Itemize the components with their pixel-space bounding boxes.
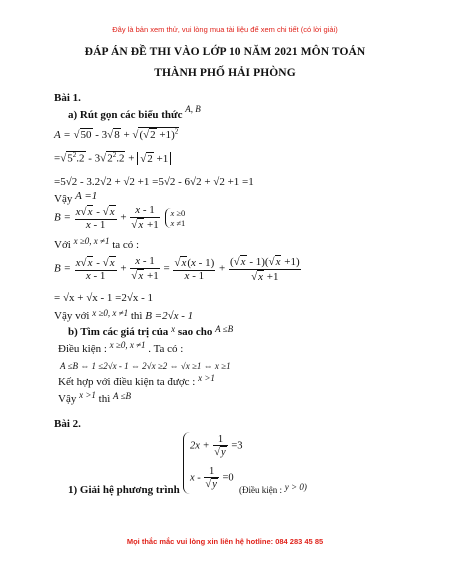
- bai2-part1: 1) Giải hệ phương trình: [68, 484, 180, 496]
- part-b-line: b) Tìm các giá trị của $^x$ sao cho $^{A \le B}$: [68, 324, 234, 338]
- doc-title-line2: THÀNH PHỐ HẢI PHÒNG: [154, 67, 296, 79]
- equation-2: x - $\frac{1}{√y}$ =0: [190, 466, 234, 491]
- line-dieu-kien: Điều kiện : $^{x \ge 0, x \ne 1}$ . Ta có :: [58, 340, 184, 355]
- A-label: A =: [54, 129, 71, 141]
- line-vay-voi: Vậy với $^{x \ge 0, x \ne 1}$ thì B =2√x - 1: [54, 308, 194, 322]
- bai2-heading: Bài 2.: [54, 418, 81, 430]
- line-A1: $A = √50 - 3√8 + √(√2 +1)^2$: [54, 127, 179, 141]
- line-A3: =5√2 - 3.2√2 + √2 +1 =5√2 - 6√2 + √2 +1 =1: [54, 176, 254, 188]
- bai1-heading: Bài 1.: [54, 92, 81, 104]
- doc-title-line1: ĐÁP ÁN ĐỀ THI VÀO LỚP 10 NĂM 2021 MÔN TOÁN: [84, 46, 366, 58]
- part-a-label: a) Rút gọn các biểu thức: [68, 109, 183, 121]
- equation-1: 2x + $\frac{1}{√y}$ =3: [190, 434, 243, 459]
- equation-system: [183, 432, 243, 494]
- part-a-line: [68, 104, 201, 121]
- line-B-calc: B = $\frac{x√x - √x}{x - 1}$ + $\frac{x - 1}{√x +1}$ = $\frac{√x(x - 1)}{x - 1}$ + $\frac{(√x - 1)(√x +1)}{√x +1}$: [54, 255, 300, 283]
- line-voi: Với $^{x \ge 0, x \ne 1}$ ta có :: [54, 236, 140, 251]
- part-a-vars: A, B: [185, 104, 201, 114]
- preview-notice: Đây là bản xem thử, vui lòng mua tài liệu để xem chi tiết (có lời giải): [112, 25, 338, 34]
- line-vay2: Vậy $^{x >1}$ thì $^{A \le B}$: [58, 390, 132, 405]
- footer-hotline: Mọi thắc mắc vui lòng xin liên hệ hotline: 084 283 45 85: [126, 537, 324, 546]
- line-ket-hop: Kết hợp với điều kiện ta được : $^{x >1}$: [58, 373, 215, 388]
- line-B-result: = √x + √x - 1 =2√x - 1: [54, 292, 154, 304]
- line-A2: $=√5^2.2 - 3√2^2.2 + √2 +1$: [54, 151, 171, 165]
- line-vay-A: Vậy A =1: [54, 190, 98, 205]
- bai2-dk: (Điều kiện : $^{y > 0)}$: [239, 482, 307, 495]
- A-result: A =1: [75, 190, 98, 202]
- line-B-def: B = $\frac{x√x - √x}{x - 1}$ + $\frac{x - 1}{√x +1}$ x ≥0 x ≠1: [54, 205, 189, 231]
- line-chain: A ≤B ⇔ 1 ≤2√x - 1 ⇔ 2√x ≥2 ⇔ √x ≥1 ⇔ x ≥1: [60, 361, 231, 371]
